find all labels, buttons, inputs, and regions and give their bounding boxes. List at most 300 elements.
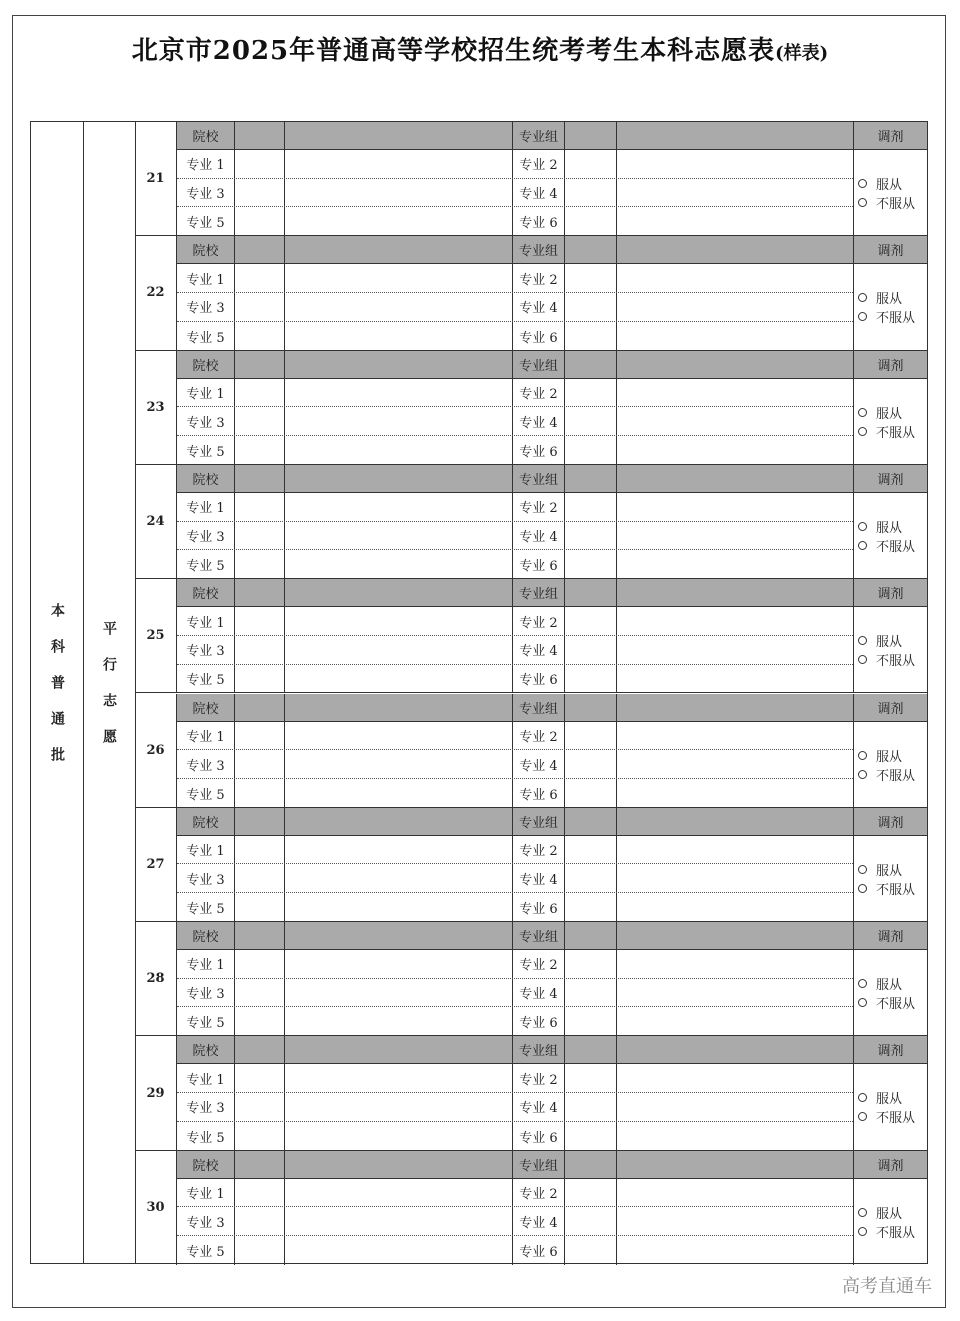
school-label: 院校 bbox=[177, 122, 235, 149]
major-label: 专业 3 bbox=[177, 1093, 235, 1121]
radio-circle-icon[interactable] bbox=[858, 998, 867, 1007]
major-name-field[interactable] bbox=[617, 607, 853, 635]
major-code-field[interactable] bbox=[235, 1064, 285, 1092]
major-name-field[interactable] bbox=[617, 665, 853, 694]
major-code-field[interactable] bbox=[565, 665, 617, 694]
group-number: 22 bbox=[135, 236, 177, 349]
adjust-label: 调剂 bbox=[853, 579, 927, 607]
radio-circle-icon[interactable] bbox=[858, 312, 867, 321]
school-name-field[interactable] bbox=[285, 808, 513, 835]
group-number: 29 bbox=[135, 1036, 177, 1149]
group-header-row bbox=[177, 465, 853, 493]
adjust-label: 调剂 bbox=[853, 808, 927, 836]
group-number: 28 bbox=[135, 922, 177, 1035]
major-name-field[interactable] bbox=[285, 179, 513, 207]
major-group-code-field[interactable] bbox=[565, 122, 617, 149]
school-code-field[interactable] bbox=[235, 1036, 285, 1063]
major-name-field[interactable] bbox=[285, 722, 513, 750]
major-name-field[interactable] bbox=[285, 322, 513, 351]
school-name-field[interactable] bbox=[285, 1036, 513, 1063]
major-code-field[interactable] bbox=[565, 1207, 617, 1235]
school-code-field[interactable] bbox=[235, 122, 285, 149]
radio-circle-icon[interactable] bbox=[858, 541, 867, 550]
type-label: 平行志愿 bbox=[101, 620, 117, 765]
major-label: 专业 2 bbox=[513, 493, 565, 521]
major-code-field[interactable] bbox=[235, 1122, 285, 1151]
major-code-field[interactable] bbox=[565, 493, 617, 521]
school-label: 院校 bbox=[177, 351, 235, 378]
group-header-row bbox=[177, 579, 853, 607]
comply-label: 服从 bbox=[876, 1206, 903, 1222]
major-group-label: 专业组 bbox=[513, 1151, 565, 1178]
radio-circle-icon[interactable] bbox=[858, 522, 867, 531]
major-name-field[interactable] bbox=[617, 979, 853, 1007]
radio-circle-icon[interactable] bbox=[858, 865, 867, 874]
major-code-field[interactable] bbox=[235, 322, 285, 351]
major-label: 专业 6 bbox=[513, 779, 565, 808]
batch-label: 本科普通批 bbox=[49, 602, 65, 783]
major-group-label: 专业组 bbox=[513, 808, 565, 835]
radio-circle-icon[interactable] bbox=[858, 636, 867, 645]
major-code-field[interactable] bbox=[235, 864, 285, 892]
major-code-field[interactable] bbox=[235, 1236, 285, 1265]
school-name-field[interactable] bbox=[285, 694, 513, 721]
not-comply-option[interactable] bbox=[858, 422, 927, 441]
major-code-field[interactable] bbox=[565, 636, 617, 664]
not-comply-option[interactable] bbox=[858, 993, 927, 1012]
school-name-field[interactable] bbox=[285, 579, 513, 606]
major-code-field[interactable] bbox=[565, 607, 617, 635]
major-row bbox=[177, 750, 853, 779]
major-code-field[interactable] bbox=[565, 207, 617, 236]
major-code-field[interactable] bbox=[235, 750, 285, 778]
major-code-field[interactable] bbox=[235, 722, 285, 750]
major-code-field[interactable] bbox=[565, 550, 617, 579]
title-suffix: (样表) bbox=[775, 43, 829, 64]
major-name-field[interactable] bbox=[285, 436, 513, 465]
adjust-label: 调剂 bbox=[853, 465, 927, 493]
major-code-field[interactable] bbox=[235, 407, 285, 435]
school-code-field[interactable] bbox=[235, 236, 285, 263]
major-code-field[interactable] bbox=[565, 893, 617, 922]
major-label: 专业 5 bbox=[177, 550, 235, 579]
major-name-field[interactable] bbox=[285, 207, 513, 236]
major-code-field[interactable] bbox=[565, 864, 617, 892]
major-name-field[interactable] bbox=[285, 636, 513, 664]
major-row bbox=[177, 1064, 853, 1093]
major-name-field[interactable] bbox=[617, 493, 853, 521]
major-name-field[interactable] bbox=[285, 665, 513, 694]
major-label: 专业 2 bbox=[513, 1179, 565, 1207]
major-code-field[interactable] bbox=[565, 150, 617, 178]
school-label: 院校 bbox=[177, 922, 235, 949]
major-name-field[interactable] bbox=[617, 1007, 853, 1036]
major-name-field[interactable] bbox=[285, 893, 513, 922]
major-name-field[interactable] bbox=[617, 1122, 853, 1151]
major-code-field[interactable] bbox=[235, 264, 285, 292]
major-row bbox=[177, 293, 853, 322]
major-group-code-field[interactable] bbox=[565, 236, 617, 263]
major-name-field[interactable] bbox=[617, 179, 853, 207]
radio-circle-icon[interactable] bbox=[858, 427, 867, 436]
major-name-field[interactable] bbox=[285, 264, 513, 292]
radio-circle-icon[interactable] bbox=[858, 979, 867, 988]
radio-circle-icon[interactable] bbox=[858, 293, 867, 302]
major-label: 专业 4 bbox=[513, 750, 565, 778]
major-name-field[interactable] bbox=[617, 293, 853, 321]
major-name-field[interactable] bbox=[285, 864, 513, 892]
not-comply-label: 不服从 bbox=[876, 654, 916, 670]
major-name-field[interactable] bbox=[617, 407, 853, 435]
major-name-field[interactable] bbox=[285, 293, 513, 321]
major-group-label: 专业组 bbox=[513, 465, 565, 492]
major-name-field[interactable] bbox=[285, 750, 513, 778]
major-code-field[interactable] bbox=[235, 179, 285, 207]
comply-option[interactable] bbox=[858, 517, 927, 536]
major-name-field[interactable] bbox=[617, 722, 853, 750]
major-name-field[interactable] bbox=[617, 779, 853, 808]
major-group-label: 专业组 bbox=[513, 922, 565, 949]
major-label: 专业 1 bbox=[177, 950, 235, 978]
major-row bbox=[177, 522, 853, 551]
major-code-field[interactable] bbox=[235, 379, 285, 407]
major-label: 专业 2 bbox=[513, 379, 565, 407]
radio-circle-icon[interactable] bbox=[858, 179, 867, 188]
major-name-field[interactable] bbox=[617, 950, 853, 978]
not-comply-label: 不服从 bbox=[876, 1225, 916, 1241]
major-name-field[interactable] bbox=[617, 436, 853, 465]
major-name-field[interactable] bbox=[285, 836, 513, 864]
major-code-field[interactable] bbox=[235, 607, 285, 635]
major-label: 专业 2 bbox=[513, 1064, 565, 1092]
major-label: 专业 5 bbox=[177, 1007, 235, 1036]
major-row bbox=[177, 322, 853, 351]
major-code-field[interactable] bbox=[235, 779, 285, 808]
major-name-field[interactable] bbox=[617, 1064, 853, 1092]
major-row bbox=[177, 493, 853, 522]
comply-label: 服从 bbox=[876, 978, 903, 994]
major-row bbox=[177, 836, 853, 865]
major-group-name-field[interactable] bbox=[617, 694, 853, 721]
major-label: 专业 3 bbox=[177, 979, 235, 1007]
adjust-options bbox=[853, 722, 927, 808]
major-code-field[interactable] bbox=[235, 1179, 285, 1207]
major-code-field[interactable] bbox=[235, 836, 285, 864]
school-label: 院校 bbox=[177, 1151, 235, 1178]
major-code-field[interactable] bbox=[565, 1122, 617, 1151]
adjust-options bbox=[853, 493, 927, 579]
comply-label: 服从 bbox=[876, 635, 903, 651]
school-code-field[interactable] bbox=[235, 1151, 285, 1178]
school-name-field[interactable] bbox=[285, 1151, 513, 1178]
major-label: 专业 3 bbox=[177, 179, 235, 207]
school-code-field[interactable] bbox=[235, 465, 285, 492]
group-header-row bbox=[177, 122, 853, 150]
not-comply-option[interactable] bbox=[858, 650, 927, 669]
group-number: 25 bbox=[135, 579, 177, 692]
group-header-row bbox=[177, 694, 853, 722]
major-label: 专业 4 bbox=[513, 979, 565, 1007]
major-name-field[interactable] bbox=[285, 1093, 513, 1121]
radio-circle-icon[interactable] bbox=[858, 408, 867, 417]
major-label: 专业 2 bbox=[513, 950, 565, 978]
major-label: 专业 6 bbox=[513, 550, 565, 579]
major-group-code-field[interactable] bbox=[565, 1036, 617, 1063]
school-name-field[interactable] bbox=[285, 465, 513, 492]
major-name-field[interactable] bbox=[617, 1093, 853, 1121]
school-code-field[interactable] bbox=[235, 694, 285, 721]
major-name-field[interactable] bbox=[617, 750, 853, 778]
comply-option[interactable] bbox=[858, 746, 927, 765]
major-code-field[interactable] bbox=[235, 665, 285, 694]
major-group-name-field[interactable] bbox=[617, 465, 853, 492]
major-name-field[interactable] bbox=[285, 779, 513, 808]
title-main: 北京市2025年普通高等学校招生统考考生本科志愿表 bbox=[131, 36, 776, 66]
major-group-name-field[interactable] bbox=[617, 1036, 853, 1063]
adjust-options bbox=[853, 264, 927, 350]
major-code-field[interactable] bbox=[235, 979, 285, 1007]
major-label: 专业 3 bbox=[177, 864, 235, 892]
major-name-field[interactable] bbox=[285, 1207, 513, 1235]
comply-option[interactable] bbox=[858, 1203, 927, 1222]
major-label: 专业 1 bbox=[177, 150, 235, 178]
major-label: 专业 3 bbox=[177, 293, 235, 321]
school-code-field[interactable] bbox=[235, 351, 285, 378]
major-label: 专业 2 bbox=[513, 607, 565, 635]
major-row bbox=[177, 1236, 853, 1265]
major-code-field[interactable] bbox=[565, 1064, 617, 1092]
not-comply-option[interactable] bbox=[858, 765, 927, 784]
adjust-label: 调剂 bbox=[853, 922, 927, 950]
volunteer-form-table bbox=[30, 121, 928, 1264]
not-comply-option[interactable] bbox=[858, 307, 927, 326]
major-label: 专业 5 bbox=[177, 207, 235, 236]
comply-label: 服从 bbox=[876, 749, 903, 765]
adjust-label: 调剂 bbox=[853, 122, 927, 150]
radio-circle-icon[interactable] bbox=[858, 1112, 867, 1121]
major-name-field[interactable] bbox=[285, 1122, 513, 1151]
major-label: 专业 6 bbox=[513, 1122, 565, 1151]
radio-circle-icon[interactable] bbox=[858, 1093, 867, 1102]
school-name-field[interactable] bbox=[285, 122, 513, 149]
comply-label: 服从 bbox=[876, 292, 903, 308]
major-code-field[interactable] bbox=[235, 493, 285, 521]
school-label: 院校 bbox=[177, 465, 235, 492]
major-code-field[interactable] bbox=[565, 379, 617, 407]
major-group-name-field[interactable] bbox=[617, 922, 853, 949]
major-row bbox=[177, 179, 853, 208]
major-row bbox=[177, 150, 853, 179]
radio-circle-icon[interactable] bbox=[858, 884, 867, 893]
major-code-field[interactable] bbox=[235, 893, 285, 922]
school-name-field[interactable] bbox=[285, 351, 513, 378]
major-code-field[interactable] bbox=[565, 322, 617, 351]
major-code-field[interactable] bbox=[565, 1007, 617, 1036]
major-group-name-field[interactable] bbox=[617, 122, 853, 149]
page-title bbox=[0, 30, 960, 67]
major-code-field[interactable] bbox=[235, 636, 285, 664]
major-name-field[interactable] bbox=[617, 1179, 853, 1207]
major-group-name-field[interactable] bbox=[617, 579, 853, 606]
major-label: 专业 1 bbox=[177, 379, 235, 407]
major-group-label: 专业组 bbox=[513, 579, 565, 606]
not-comply-option[interactable] bbox=[858, 1222, 927, 1241]
major-label: 专业 5 bbox=[177, 1236, 235, 1265]
not-comply-label: 不服从 bbox=[876, 425, 916, 441]
not-comply-option[interactable] bbox=[858, 879, 927, 898]
school-name-field[interactable] bbox=[285, 922, 513, 949]
school-code-field[interactable] bbox=[235, 922, 285, 949]
watermark: 高考直通车 bbox=[842, 1276, 932, 1297]
major-name-field[interactable] bbox=[285, 379, 513, 407]
major-row bbox=[177, 665, 853, 694]
major-code-field[interactable] bbox=[565, 1236, 617, 1265]
comply-option[interactable] bbox=[858, 1088, 927, 1107]
major-name-field[interactable] bbox=[617, 550, 853, 579]
major-name-field[interactable] bbox=[285, 550, 513, 579]
volunteer-group bbox=[135, 1151, 927, 1265]
major-code-field[interactable] bbox=[565, 1093, 617, 1121]
radio-circle-icon[interactable] bbox=[858, 655, 867, 664]
major-label: 专业 1 bbox=[177, 836, 235, 864]
adjust-label: 调剂 bbox=[853, 1151, 927, 1179]
major-name-field[interactable] bbox=[617, 1207, 853, 1235]
major-row bbox=[177, 607, 853, 636]
major-name-field[interactable] bbox=[285, 1236, 513, 1265]
not-comply-option[interactable] bbox=[858, 193, 927, 212]
major-code-field[interactable] bbox=[565, 979, 617, 1007]
comply-option[interactable] bbox=[858, 288, 927, 307]
major-name-field[interactable] bbox=[617, 207, 853, 236]
major-group-name-field[interactable] bbox=[617, 1151, 853, 1178]
major-group-name-field[interactable] bbox=[617, 808, 853, 835]
major-code-field[interactable] bbox=[235, 1093, 285, 1121]
major-label: 专业 5 bbox=[177, 665, 235, 694]
major-group-name-field[interactable] bbox=[617, 351, 853, 378]
major-code-field[interactable] bbox=[235, 150, 285, 178]
major-name-field[interactable] bbox=[285, 1007, 513, 1036]
volunteer-group bbox=[135, 236, 927, 350]
major-group-code-field[interactable] bbox=[565, 922, 617, 949]
major-name-field[interactable] bbox=[617, 836, 853, 864]
major-name-field[interactable] bbox=[285, 522, 513, 550]
not-comply-label: 不服从 bbox=[876, 997, 916, 1013]
major-name-field[interactable] bbox=[285, 979, 513, 1007]
major-name-field[interactable] bbox=[617, 379, 853, 407]
major-label: 专业 6 bbox=[513, 207, 565, 236]
major-code-field[interactable] bbox=[565, 179, 617, 207]
major-name-field[interactable] bbox=[617, 264, 853, 292]
group-number: 23 bbox=[135, 351, 177, 464]
major-label: 专业 2 bbox=[513, 836, 565, 864]
major-code-field[interactable] bbox=[235, 436, 285, 465]
major-code-field[interactable] bbox=[565, 722, 617, 750]
adjust-options bbox=[853, 379, 927, 465]
major-code-field[interactable] bbox=[235, 207, 285, 236]
radio-circle-icon[interactable] bbox=[858, 770, 867, 779]
school-label: 院校 bbox=[177, 236, 235, 263]
volunteer-group bbox=[135, 122, 927, 236]
comply-option[interactable] bbox=[858, 631, 927, 650]
radio-circle-icon[interactable] bbox=[858, 751, 867, 760]
major-group-code-field[interactable] bbox=[565, 579, 617, 606]
major-name-field[interactable] bbox=[285, 607, 513, 635]
school-name-field[interactable] bbox=[285, 236, 513, 263]
major-group-code-field[interactable] bbox=[565, 1151, 617, 1178]
comply-option[interactable] bbox=[858, 860, 927, 879]
major-label: 专业 4 bbox=[513, 1093, 565, 1121]
major-name-field[interactable] bbox=[617, 864, 853, 892]
major-code-field[interactable] bbox=[565, 1179, 617, 1207]
group-number: 30 bbox=[135, 1151, 177, 1265]
comply-option[interactable] bbox=[858, 974, 927, 993]
group-header-row bbox=[177, 808, 853, 836]
major-group-code-field[interactable] bbox=[565, 351, 617, 378]
major-name-field[interactable] bbox=[617, 322, 853, 351]
radio-circle-icon[interactable] bbox=[858, 1208, 867, 1217]
school-code-field[interactable] bbox=[235, 579, 285, 606]
major-code-field[interactable] bbox=[235, 522, 285, 550]
school-code-field[interactable] bbox=[235, 808, 285, 835]
major-code-field[interactable] bbox=[565, 436, 617, 465]
major-name-field[interactable] bbox=[285, 407, 513, 435]
not-comply-option[interactable] bbox=[858, 1107, 927, 1126]
major-code-field[interactable] bbox=[235, 550, 285, 579]
major-name-field[interactable] bbox=[617, 1236, 853, 1265]
comply-label: 服从 bbox=[876, 406, 903, 422]
major-group-code-field[interactable] bbox=[565, 465, 617, 492]
comply-option[interactable] bbox=[858, 403, 927, 422]
major-name-field[interactable] bbox=[285, 1179, 513, 1207]
major-code-field[interactable] bbox=[565, 407, 617, 435]
major-name-field[interactable] bbox=[285, 1064, 513, 1092]
major-group-label: 专业组 bbox=[513, 694, 565, 721]
major-code-field[interactable] bbox=[565, 950, 617, 978]
volunteer-group bbox=[135, 808, 927, 922]
major-label: 专业 5 bbox=[177, 1122, 235, 1151]
school-label: 院校 bbox=[177, 808, 235, 835]
major-name-field[interactable] bbox=[285, 493, 513, 521]
major-code-field[interactable] bbox=[565, 293, 617, 321]
major-code-field[interactable] bbox=[235, 1207, 285, 1235]
major-group-label: 专业组 bbox=[513, 122, 565, 149]
major-name-field[interactable] bbox=[285, 150, 513, 178]
major-name-field[interactable] bbox=[617, 522, 853, 550]
major-name-field[interactable] bbox=[617, 150, 853, 178]
major-code-field[interactable] bbox=[565, 836, 617, 864]
major-name-field[interactable] bbox=[617, 636, 853, 664]
major-group-code-field[interactable] bbox=[565, 694, 617, 721]
major-group-name-field[interactable] bbox=[617, 236, 853, 263]
not-comply-option[interactable] bbox=[858, 536, 927, 555]
comply-option[interactable] bbox=[858, 174, 927, 193]
group-number: 26 bbox=[135, 694, 177, 807]
major-group-code-field[interactable] bbox=[565, 808, 617, 835]
major-label: 专业 1 bbox=[177, 493, 235, 521]
major-code-field[interactable] bbox=[565, 522, 617, 550]
major-code-field[interactable] bbox=[235, 1007, 285, 1036]
major-code-field[interactable] bbox=[565, 264, 617, 292]
major-code-field[interactable] bbox=[235, 950, 285, 978]
major-code-field[interactable] bbox=[565, 750, 617, 778]
major-code-field[interactable] bbox=[565, 779, 617, 808]
major-name-field[interactable] bbox=[285, 950, 513, 978]
radio-circle-icon[interactable] bbox=[858, 1227, 867, 1236]
volunteer-group bbox=[135, 579, 927, 693]
radio-circle-icon[interactable] bbox=[858, 198, 867, 207]
major-name-field[interactable] bbox=[617, 893, 853, 922]
major-code-field[interactable] bbox=[235, 293, 285, 321]
